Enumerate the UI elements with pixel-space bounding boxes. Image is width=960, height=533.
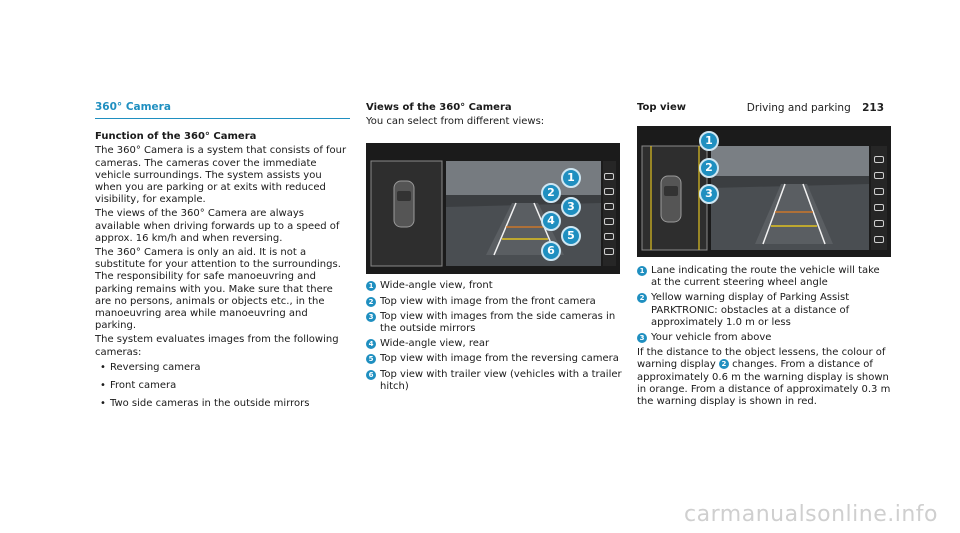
view-button-icon — [874, 204, 884, 211]
legend-text: Top view with image from the reversing camera — [380, 353, 619, 365]
distance-paragraph — [637, 347, 892, 408]
number-badge: 2 — [366, 297, 376, 307]
callout-4: 4 — [541, 211, 561, 231]
function-paragraph-2: The views of the 360° Camera are always available when driving forwards up to a speed of approx. 16 km/h and when reversing. — [95, 208, 340, 244]
header-section: Driving and parking — [746, 102, 851, 114]
view-button-icon — [604, 203, 614, 210]
top-view-heading: Top view — [637, 102, 686, 113]
legend-text: Top view with image from the front camera — [380, 295, 596, 307]
view-button-icon — [874, 156, 884, 163]
top-view-illustration — [637, 126, 891, 257]
number-badge: 3 — [637, 333, 647, 343]
view-button-icon — [604, 173, 614, 180]
column-views — [366, 102, 624, 396]
callout-3: 3 — [699, 184, 719, 204]
number-badge: 1 — [366, 281, 376, 291]
number-badge: 5 — [366, 354, 376, 364]
views-legend — [366, 280, 624, 393]
callout-1: 1 — [699, 131, 719, 151]
view-button-icon — [874, 220, 884, 227]
callout-5: 5 — [561, 226, 581, 246]
callout-1: 1 — [561, 168, 581, 188]
view-button-icon — [604, 188, 614, 195]
legend-item — [366, 338, 624, 350]
top-view-legend — [637, 265, 892, 344]
number-badge: 6 — [366, 370, 376, 380]
legend-item — [366, 280, 624, 292]
number-badge: 2 — [637, 293, 647, 303]
function-paragraph-4: The system evaluates images from the following cameras: — [95, 334, 339, 358]
function-paragraph-1: The 360° Camera is a system that consists of four cameras. The cameras cover the immediate vehicle surroundings. The system assists you when you are parking or at exits with reduced visibility, for example. — [95, 145, 347, 206]
view-button-icon — [874, 188, 884, 195]
legend-item — [366, 296, 624, 308]
number-badge: 4 — [366, 339, 376, 349]
legend-text: Wide-angle view, rear — [380, 338, 490, 350]
view-button-icon — [874, 172, 884, 179]
list-item: • Two side cameras in the outside mirrors — [95, 398, 350, 410]
number-badge: 2 — [719, 359, 729, 369]
number-badge: 1 — [637, 266, 647, 276]
function-paragraph-3: The 360° Camera is only an aid. It is not a substitute for your attention to the surroundings. The responsibility for safe manoeuvring and parking remains with you. Make sure that there are no persons, animals or objects etc., in the manoeuvring area while manoeuvring and parking. — [95, 247, 341, 332]
section-title: 360° Camera — [95, 101, 350, 119]
legend-text: Top view with trailer view (vehicles with a trailer hitch) — [380, 368, 622, 392]
column-top-view — [637, 102, 892, 116]
camera-views-illustration — [366, 143, 620, 274]
legend-text: Wide-angle view, front — [380, 280, 493, 292]
list-item: • Reversing camera — [95, 362, 350, 374]
legend-text: Top view with images from the side cameras in the outside mirrors — [380, 310, 616, 335]
list-item: • Front camera — [95, 380, 350, 392]
legend-item — [366, 353, 624, 365]
page-number: 213 — [862, 102, 884, 114]
callout-3: 3 — [561, 197, 581, 217]
legend-text: Your vehicle from above — [651, 332, 772, 344]
watermark: carmanualsonline.info — [684, 502, 938, 527]
distance-text-2: changes. From a distance of approximately 0.6 m the warning display is shown in orange. From a distance of approximately 0.3 m the warning display is shown in red. — [637, 359, 891, 408]
legend-text: Lane indicating the route the vehicle will take at the current steering wheel angle — [651, 265, 880, 289]
camera-views-screen-image — [366, 143, 620, 274]
view-button-icon — [874, 236, 884, 243]
callout-6: 6 — [541, 241, 561, 261]
views-intro: You can select from different views: — [366, 116, 545, 128]
callout-2: 2 — [541, 183, 561, 203]
distance-text-1: If the distance to the object lessens, the colour of warning display — [637, 347, 886, 371]
legend-item — [637, 265, 892, 289]
legend-text: Yellow warning display of Parking Assist PARKTRONIC: obstacles at a distance of approximately 1.0 m or less — [651, 292, 850, 328]
view-button-icon — [604, 218, 614, 225]
legend-item — [366, 369, 624, 393]
top-view-screen-image — [637, 126, 891, 257]
views-heading: Views of the 360° Camera — [366, 102, 512, 113]
legend-item — [637, 332, 892, 344]
number-badge: 3 — [366, 312, 376, 322]
top-view-text — [637, 265, 892, 410]
view-button-icon — [604, 233, 614, 240]
view-button-icon — [604, 248, 614, 255]
column-function — [95, 101, 350, 416]
function-heading: Function of the 360° Camera — [95, 131, 257, 143]
callout-2: 2 — [699, 158, 719, 178]
legend-item — [366, 311, 624, 335]
legend-item — [637, 292, 892, 329]
camera-list — [95, 362, 350, 411]
